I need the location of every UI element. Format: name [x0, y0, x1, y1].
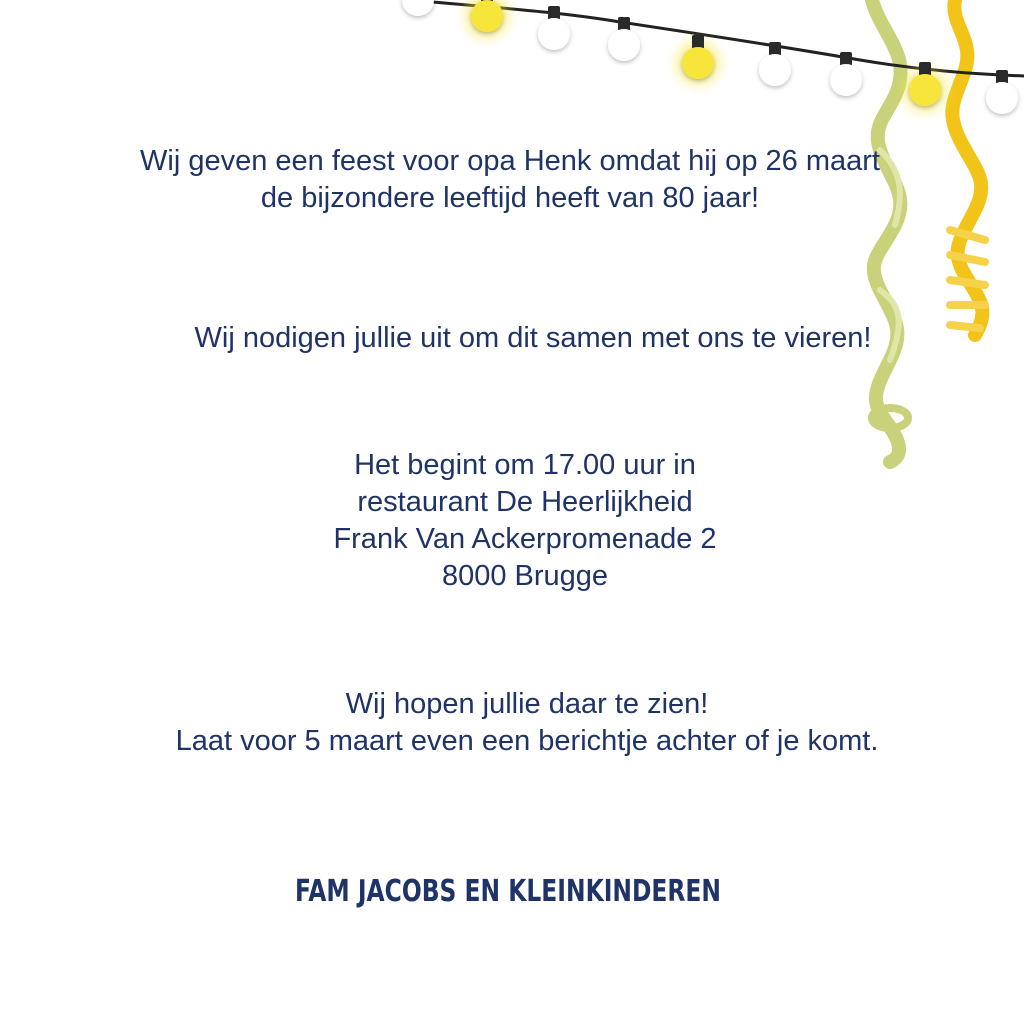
invite-text	[8, 320, 1024, 357]
light-bulb-icon	[465, 0, 509, 38]
details-city: 8000 Brugge	[441, 560, 609, 592]
light-bulb-icon	[402, 0, 434, 16]
light-bulb-icon	[676, 35, 720, 85]
details-time: Het begint om 17.00 uur in	[354, 449, 696, 481]
closing-line-1: Wij hopen jullie daar te zien!	[345, 688, 709, 720]
intro-text	[0, 143, 1020, 217]
streamer-green-icon	[872, 0, 908, 462]
string-lights-icon	[402, 0, 1018, 114]
intro-line-2: de bijzondere leeftijd heeft van 80 jaar!	[260, 182, 760, 214]
details-venue: restaurant De Heerlijkheid	[357, 486, 693, 518]
intro-line-1: Wij geven een feest voor opa Henk omdat hij op 26 maart	[140, 145, 880, 177]
details-street: Frank Van Ackerpromenade 2	[333, 523, 717, 555]
closing-text	[0, 686, 1024, 760]
invite-line: Wij nodigen jullie uit om dit samen met ons te vieren!	[194, 322, 872, 354]
signature: FAM JACOBS EN KLEINKINDEREN	[294, 874, 722, 909]
event-details	[0, 447, 1024, 595]
closing-line-2: Laat voor 5 maart even een berichtje achter of je komt.	[175, 725, 879, 757]
